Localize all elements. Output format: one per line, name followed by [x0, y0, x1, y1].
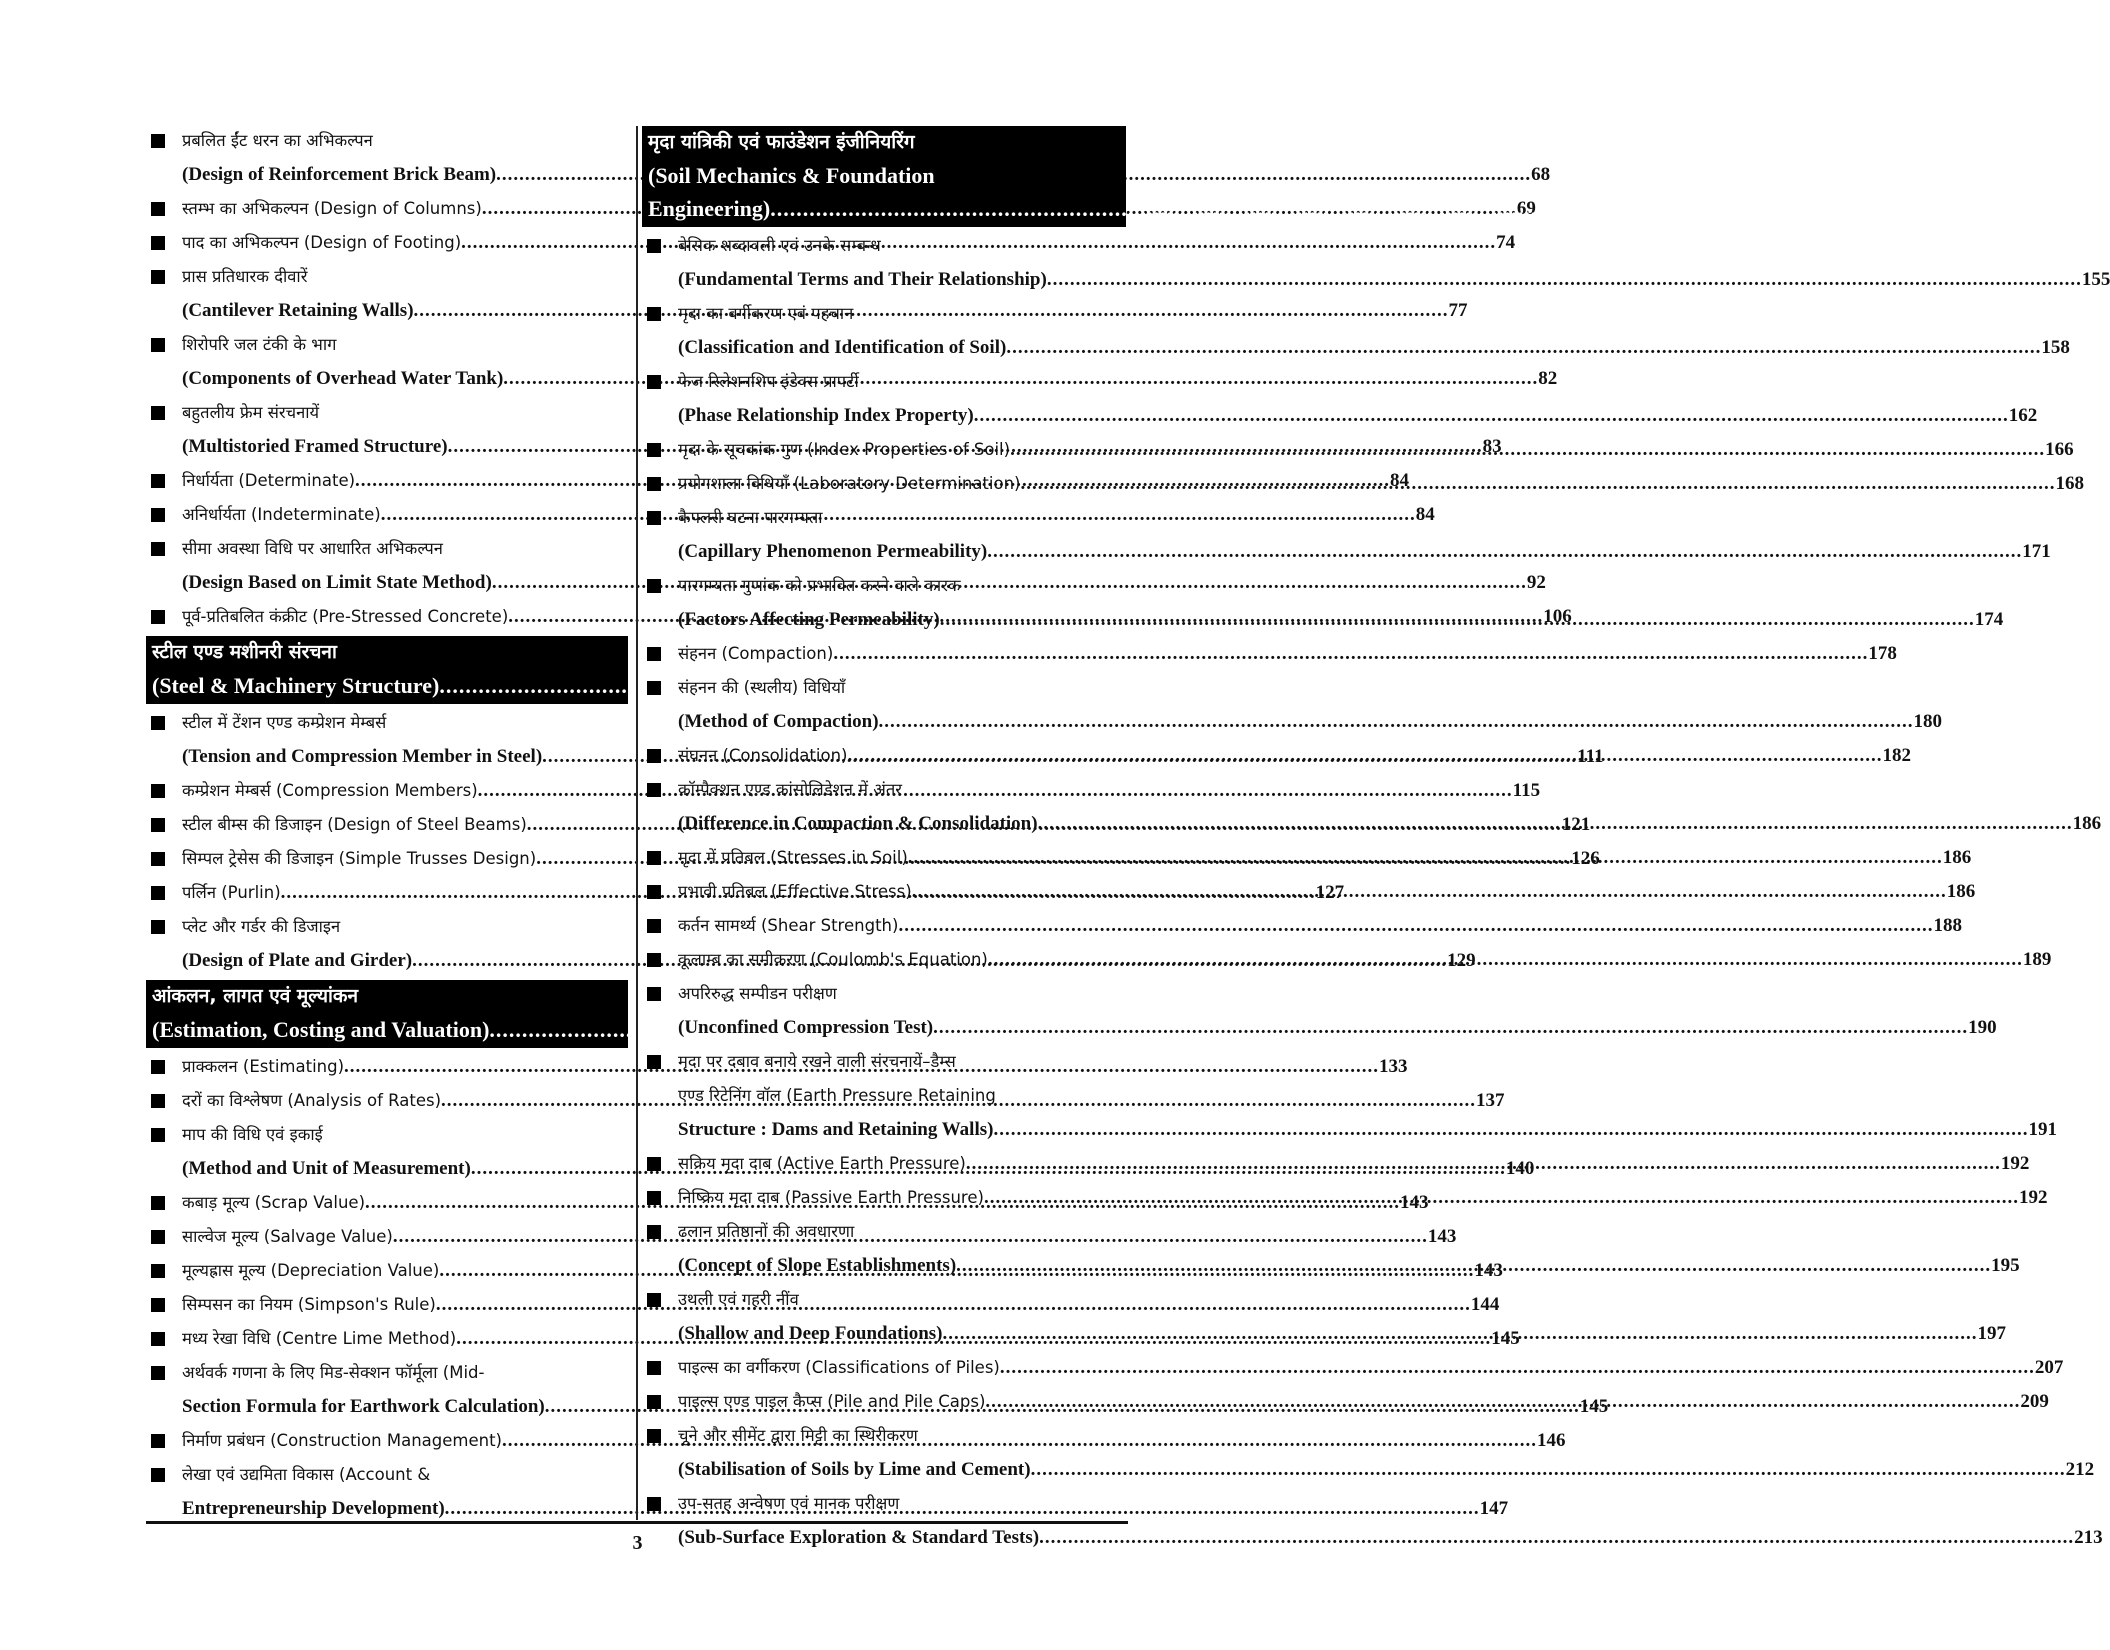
entry-title-line [678, 263, 2110, 297]
entry-title: दरों का विश्लेषण (Analysis of Rates) [182, 1091, 442, 1110]
entry-page: 137 [1476, 1090, 1505, 1111]
entry-title-hindi: शिरोपरि जल टंकी के भाग [182, 335, 337, 354]
page-number: 3 [632, 1532, 643, 1554]
entry-title-hindi: बहुतलीय फ्रेम संरचनायें [182, 403, 320, 422]
entry-title: Section Formula for Earthwork Calculation) [182, 1396, 545, 1417]
entry-page: 144 [1470, 1294, 1500, 1315]
square-bullet-icon [647, 307, 661, 321]
square-bullet-icon [151, 508, 165, 522]
square-bullet-icon [151, 716, 165, 730]
entry-title: संहनन (Compaction) [678, 644, 834, 663]
entry-title: (Classification and Identification of Soil) [678, 337, 1007, 358]
entry-title: साल्वेज मूल्य (Salvage Value) [182, 1227, 393, 1246]
toc-entry [644, 637, 1897, 671]
square-bullet-icon [151, 1230, 165, 1244]
entry-page: 126 [1571, 848, 1600, 869]
column-divider [636, 126, 638, 1520]
entry-title: Structure : Dams and Retaining Walls) [678, 1119, 994, 1140]
leader-dots [1047, 263, 2082, 297]
entry-page: 143 [1400, 1192, 1429, 1213]
entry-title: पूर्व-प्रतिबलित कंक्रीट (Pre-Stressed Concrete) [182, 607, 509, 626]
leader-dots [1010, 433, 2045, 467]
entry-title-hindi: अर्थवर्क गणना के लिए मिड-सेक्शन फॉर्मूला (Mid- [182, 1363, 485, 1382]
square-bullet-icon [647, 885, 661, 899]
entry-title: प्रभावी प्रतिबल (Effective Stress) [678, 882, 912, 901]
leader-dots [912, 875, 1947, 909]
entry-page: 111 [1577, 746, 1604, 767]
entry-page: 168 [2055, 473, 2084, 494]
entry-title-hindi: अपरिरुद्ध सम्पीडन परीक्षण [678, 984, 837, 1003]
entry-page: 84 [1390, 470, 1410, 491]
entry-page: 182 [1882, 745, 1911, 766]
entry-title: पर्लिन (Purlin) [182, 883, 281, 902]
square-bullet-icon [151, 1332, 165, 1346]
entry-title: स्तम्भ का अभिकल्पन (Design of Columns) [182, 199, 482, 218]
entry-page: 129 [1447, 950, 1476, 971]
square-bullet-icon [151, 134, 165, 148]
entry-page: 115 [1512, 780, 1541, 801]
entry-page: 162 [2008, 405, 2038, 426]
leader-dots [1006, 331, 2041, 365]
entry-page: 189 [2022, 949, 2052, 970]
entry-title: प्राक्कलन (Estimating) [182, 1057, 345, 1076]
entry-title: (Multistoried Framed Structure) [182, 436, 448, 457]
entry-title: मृदा के सूचकांक गुण (Index Properties of Soil) [678, 440, 1011, 459]
leader-dots [966, 1147, 2001, 1181]
square-bullet-icon [151, 1094, 165, 1108]
entry-page: 213 [2074, 1527, 2103, 1548]
square-bullet-icon [647, 1361, 661, 1375]
entry-page: 106 [1543, 606, 1572, 627]
square-bullet-icon [151, 1434, 165, 1448]
leader-dots [1038, 807, 2073, 841]
leader-dots [988, 943, 2023, 977]
square-bullet-icon [151, 202, 165, 216]
entry-title: (Design Based on Limit State Method) [182, 572, 492, 593]
square-bullet-icon [647, 1429, 661, 1443]
entry-page: 186 [1942, 847, 1972, 868]
entry-title-hindi: संहनन की (स्थलीय) विधियाँ [678, 678, 846, 697]
leader-dots [879, 705, 1914, 739]
square-bullet-icon [647, 477, 661, 491]
square-bullet-icon [151, 852, 165, 866]
entry-title: मृदा में प्रतिबल (Stresses in Soil) [678, 848, 908, 867]
entry-title-hindi: माप की विधि एवं इकाई [182, 1125, 323, 1144]
entry-title-hindi: फेज रिलेशनशिप इंडेक्स प्रापर्टी [678, 372, 859, 391]
section-page-range: 133-154 [1659, 1017, 1733, 1042]
entry-title-hindi: चूने और सीमेंट द्वारा मिट्टी का स्थिरीकरण [678, 1426, 918, 1445]
leader-dots [987, 535, 2022, 569]
entry-title: सिम्पसन का नियम (Simpson's Rule) [182, 1295, 436, 1314]
entry-page: 207 [2034, 1357, 2064, 1378]
entry-page: 192 [2018, 1187, 2048, 1208]
square-bullet-icon [647, 783, 661, 797]
entry-title-hindi: प्रबलित ईंट धरन का अभिकल्पन [182, 131, 373, 150]
entry-page: 209 [2020, 1391, 2049, 1412]
entry-title: अनिर्धार्यता (Indeterminate) [182, 505, 381, 524]
square-bullet-icon [151, 236, 165, 250]
entry-title-hindi: प्लेट और गर्डर की डिजाइन [182, 917, 341, 936]
entry-page: 191 [2028, 1119, 2057, 1140]
square-bullet-icon [151, 1196, 165, 1210]
entry-title-hindi: उप-सतह अन्वेषण एवं मानक परीक्षण [678, 1494, 900, 1513]
square-bullet-icon [151, 784, 165, 798]
section-page-range: 155-216 [1940, 196, 2014, 221]
square-bullet-icon [647, 443, 661, 457]
entry-page: 68 [1531, 164, 1551, 185]
entry-title-line [678, 1113, 2057, 1147]
square-bullet-icon [151, 818, 165, 832]
entry-title: पाद का अभिकल्पन (Design of Footing) [182, 233, 462, 252]
section-title-english: (Soil Mechanics & Foundation [648, 163, 935, 188]
section-title-hindi: स्टील एण्ड मशीनरी संरचना [152, 641, 337, 663]
square-bullet-icon [647, 1225, 661, 1239]
leader-dots [940, 603, 1975, 637]
entry-title: सक्रिय मृदा दाब (Active Earth Pressure) [678, 1154, 966, 1173]
entry-title-line [678, 535, 2051, 569]
entry-title-hindi: कैपलरी घटना पारगम्यता [678, 508, 823, 527]
square-bullet-icon [647, 953, 661, 967]
leader-dots [770, 201, 1940, 220]
footer-rule [146, 1521, 1128, 1524]
entry-title: (Method of Compaction) [678, 711, 879, 732]
leader-dots [942, 1317, 1977, 1351]
entry-title: (Concept of Slope Establishments) [678, 1255, 957, 1276]
entry-title-line [678, 705, 1943, 739]
entry-title-hindi: मृदा पर दबाव बनाये रखने वाली संरचनायें–डैम्स [678, 1052, 956, 1071]
entry-title-line [678, 399, 2038, 433]
entry-title-hindi: पारगम्यता गुणांक को प्रभावित करने वाले कारक [678, 576, 961, 595]
entry-title-line [678, 909, 1962, 943]
leader-dots [1020, 467, 2055, 501]
entry-page: 147 [1479, 1498, 1509, 1519]
entry-title: (Design of Reinforcement Brick Beam) [182, 164, 497, 185]
entry-title-hindi: ढलान प्रतिष्ठानों की अवधारणा [678, 1222, 855, 1241]
entry-title: (Tension and Compression Member in Steel) [182, 746, 543, 767]
square-bullet-icon [151, 270, 165, 284]
entry-title-hindi: प्रास प्रतिधारक दीवारें [182, 267, 308, 286]
entry-title: (Capillary Phenomenon Permeability) [678, 541, 988, 562]
entry-title: निर्धार्यता (Determinate) [182, 471, 356, 490]
entry-title: (Sub-Surface Exploration & Standard Tests) [678, 1527, 1040, 1548]
entry-page: 190 [1968, 1017, 1997, 1038]
square-bullet-icon [151, 1060, 165, 1074]
entry-page: 195 [1991, 1255, 2020, 1276]
entry-title-hindi: कॉम्पैक्शन एण्ड कांसोलिडेशन में अंतर [678, 780, 903, 799]
entry-page: 180 [1913, 711, 1943, 732]
square-bullet-icon [647, 1395, 661, 1409]
entry-title: (Stabilisation of Soils by Lime and Cement) [678, 1459, 1031, 1480]
entry-page: 133 [1379, 1056, 1408, 1077]
entry-title: (Shallow and Deep Foundations) [678, 1323, 943, 1344]
entry-page: 74 [1496, 232, 1516, 253]
entry-page: 212 [2065, 1459, 2095, 1480]
entry-page: 92 [1526, 572, 1546, 593]
section-title-english: (Steel & Machinery Structure) [152, 673, 440, 698]
entry-title: निर्माण प्रबंधन (Construction Management) [182, 1431, 502, 1450]
square-bullet-icon [151, 920, 165, 934]
entry-page: 171 [2022, 541, 2051, 562]
entry-page: 82 [1538, 368, 1558, 389]
leader-dots [974, 399, 2009, 433]
section-title-english: Engineering) [648, 196, 771, 221]
entry-title-hindi: उथली एवं गहरी नींव [678, 1290, 799, 1309]
square-bullet-icon [647, 647, 661, 661]
square-bullet-icon [647, 579, 661, 593]
square-bullet-icon [151, 1468, 165, 1482]
entry-page: 84 [1415, 504, 1435, 525]
entry-title: (Fundamental Terms and Their Relationship) [678, 269, 1047, 290]
leader-dots [956, 1249, 1991, 1283]
entry-title: (Design of Plate and Girder) [182, 950, 413, 971]
leader-dots [833, 637, 1868, 671]
leader-dots [933, 1011, 1968, 1045]
entry-title-hindi: एण्ड रिटेनिंग वॉल (Earth Pressure Retaining [678, 1086, 996, 1105]
entry-title: संघनन (Consolidation) [678, 746, 848, 765]
square-bullet-icon [647, 1293, 661, 1307]
square-bullet-icon [151, 1128, 165, 1142]
square-bullet-icon [647, 987, 661, 1001]
square-bullet-icon [151, 886, 165, 900]
entry-title: कम्प्रेशन मेम्बर्स (Compression Members) [182, 781, 478, 800]
entry-title: कूलाम्ब का समीकरण (Coulomb's Equation) [678, 950, 988, 969]
toc-entry [644, 1351, 2064, 1385]
entry-title-line [678, 331, 2070, 365]
leader-dots [1000, 1351, 2035, 1385]
entry-title: स्टील बीम्स की डिजाइन (Design of Steel Beams) [182, 815, 527, 834]
entry-title: कर्तन सामर्थ्य (Shear Strength) [678, 916, 899, 935]
square-bullet-icon [647, 681, 661, 695]
entry-page: 77 [1448, 300, 1468, 321]
section-title-hindi: आंकलन, लागत एवं मूल्यांकन [152, 985, 359, 1007]
entry-title: मध्य रेखा विधि (Centre Lime Method) [182, 1329, 457, 1348]
entry-title: (Method and Unit of Measurement) [182, 1158, 471, 1179]
entry-title-hindi: सीमा अवस्था विधि पर आधारित अभिकल्पन [182, 539, 443, 558]
entry-title: पाइल्स एण्ड पाइल कैप्स (Pile and Pile Caps) [678, 1392, 986, 1411]
square-bullet-icon [151, 338, 165, 352]
section-title-english: (Estimation, Costing and Valuation) [152, 1017, 490, 1042]
square-bullet-icon [647, 1497, 661, 1511]
square-bullet-icon [151, 1264, 165, 1278]
square-bullet-icon [647, 375, 661, 389]
square-bullet-icon [151, 474, 165, 488]
leader-dots [984, 1181, 2019, 1215]
entry-page: 166 [2045, 439, 2074, 460]
square-bullet-icon [647, 919, 661, 933]
entry-page: 188 [1933, 915, 1962, 936]
square-bullet-icon [647, 851, 661, 865]
entry-page: 186 [2072, 813, 2102, 834]
entry-title-hindi: बेसिक शब्दावली एवं उनके सम्बन्ध [678, 236, 881, 255]
entry-page: 192 [2000, 1153, 2030, 1174]
entry-page: 155 [2081, 269, 2110, 290]
entry-title: (Cantilever Retaining Walls) [182, 300, 414, 321]
entry-title-hindi: स्टील में टेंशन एण्ड कम्प्रेशन मेम्बर्स [182, 713, 387, 732]
leader-dots [847, 739, 1882, 773]
square-bullet-icon [647, 1055, 661, 1069]
square-bullet-icon [647, 511, 661, 525]
entry-page: 197 [1977, 1323, 2006, 1344]
entry-page: 121 [1561, 814, 1591, 835]
entry-page: 83 [1482, 436, 1502, 457]
entry-page: 145 [1491, 1328, 1520, 1349]
toc-entry [644, 909, 1962, 943]
entry-title: निष्क्रिय मृदा दाब (Passive Earth Pressure) [678, 1188, 984, 1207]
entry-title: मूल्यह्रास मूल्य (Depreciation Value) [182, 1261, 440, 1280]
entry-page: 127 [1315, 882, 1345, 903]
entry-page: 143 [1474, 1260, 1503, 1281]
square-bullet-icon [151, 1366, 165, 1380]
leader-dots [1031, 1453, 2066, 1487]
entry-page: 145 [1579, 1396, 1609, 1417]
entry-title: सिम्पल ट्रेसेस की डिजाइन (Simple Trusses Design) [182, 849, 537, 868]
entry-title-line [678, 637, 1897, 671]
entry-title-line [678, 1453, 2095, 1487]
leader-dots [908, 841, 1943, 875]
entry-page: 178 [1868, 643, 1897, 664]
entry-page: 158 [2041, 337, 2070, 358]
leader-dots [993, 1113, 2028, 1147]
entry-title: (Phase Relationship Index Property) [678, 405, 974, 426]
entry-title: कबाड़ मूल्य (Scrap Value) [182, 1193, 366, 1212]
square-bullet-icon [151, 406, 165, 420]
entry-page: 143 [1427, 1226, 1457, 1247]
entry-page: 69 [1516, 198, 1536, 219]
entry-page: 140 [1505, 1158, 1535, 1179]
entry-title: Entrepreneurship Development) [182, 1498, 445, 1519]
leader-dots [898, 909, 1933, 943]
entry-title: प्रयोगशाला विधियाँ (Laboratory Determination) [678, 474, 1021, 493]
entry-page: 174 [1974, 609, 2004, 630]
square-bullet-icon [151, 1298, 165, 1312]
entry-title-hindi: मृदा का वर्गीकरण एवं पहचान [678, 304, 854, 323]
entry-title: पाइल्स का वर्गीकरण (Classifications of Piles) [678, 1358, 1000, 1377]
section-title-hindi: मृदा यांत्रिकी एवं फाउंडेशन इंजीनियरिंग [648, 131, 915, 153]
entry-title: (Components of Overhead Water Tank) [182, 368, 504, 389]
entry-title-hindi: लेखा एवं उद्यमिता विकास (Account & [182, 1465, 431, 1484]
square-bullet-icon [647, 1191, 661, 1205]
entry-title: (Difference in Compaction & Consolidation) [678, 813, 1038, 834]
square-bullet-icon [647, 239, 661, 253]
entry-page: 186 [1946, 881, 1976, 902]
section-page-range: 111-132 [1609, 673, 1681, 698]
entry-title: (Unconfined Compression Test) [678, 1017, 934, 1038]
square-bullet-icon [647, 749, 661, 763]
entry-title-line [678, 1351, 2064, 1385]
square-bullet-icon [151, 610, 165, 624]
entry-page: 146 [1536, 1430, 1566, 1451]
leader-dots [985, 1385, 2020, 1419]
square-bullet-icon [151, 542, 165, 556]
square-bullet-icon [647, 1157, 661, 1171]
entry-title: (Factors Affecting Permeability) [678, 609, 940, 630]
